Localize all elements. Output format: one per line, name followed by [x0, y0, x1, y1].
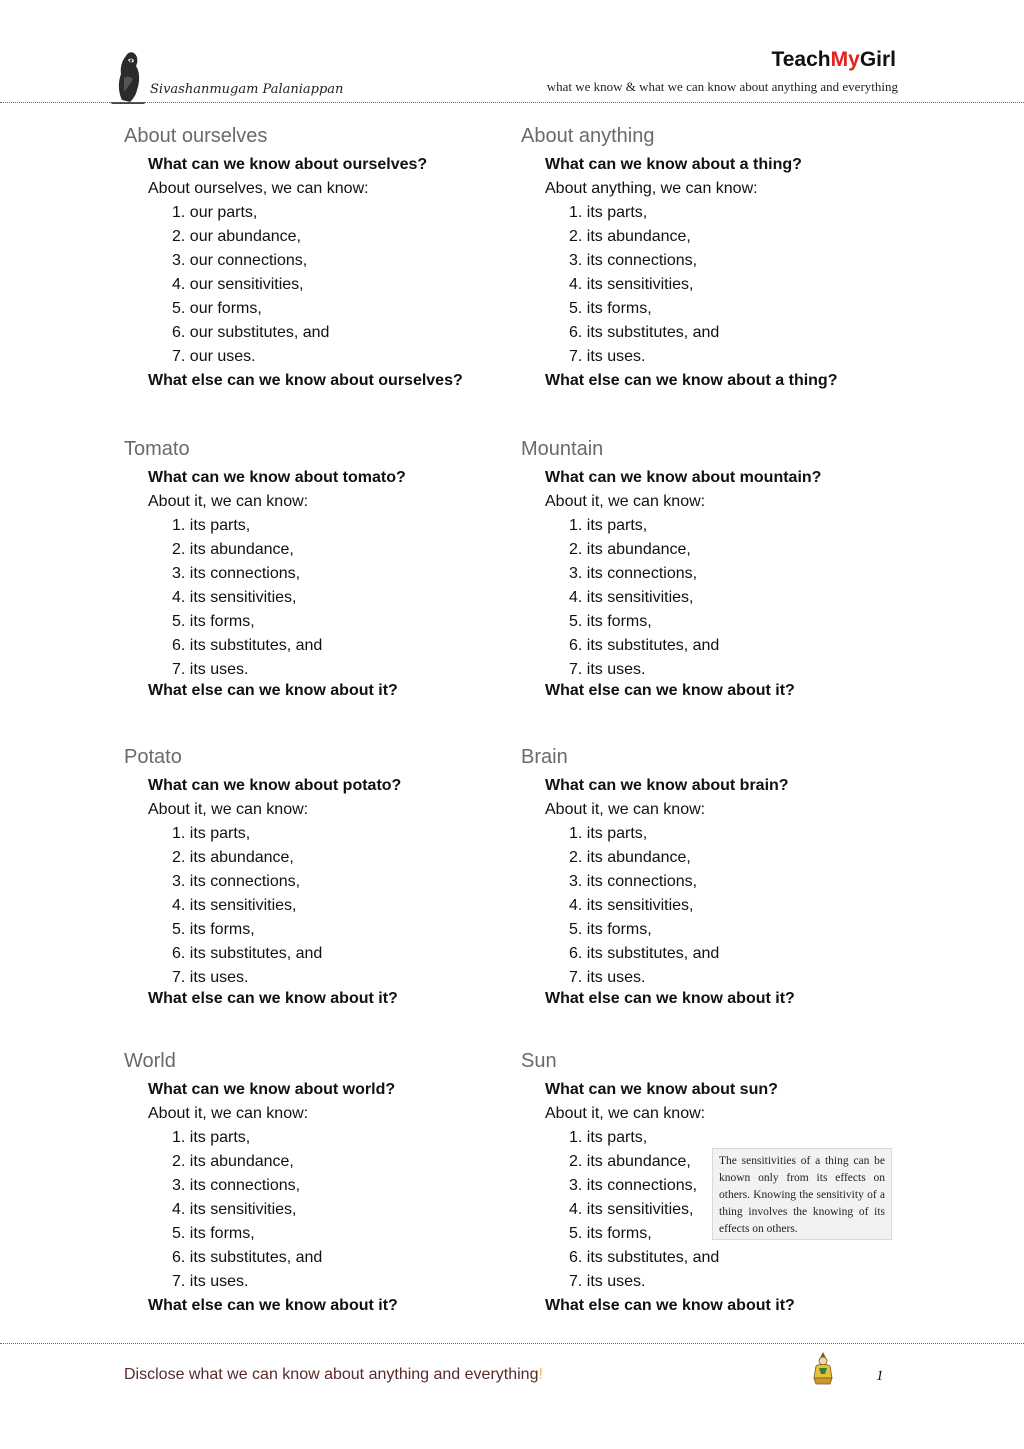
- section-title: Brain: [521, 746, 568, 768]
- list-item: 5. our forms,: [172, 300, 262, 317]
- section-brain: [521, 744, 901, 1008]
- list-item: 4. its sensitivities,: [172, 1201, 297, 1218]
- section-closing-question: What else can we know about it?: [148, 990, 398, 1007]
- list-item: 7. its uses.: [172, 1273, 249, 1290]
- footer-exclaim: !: [538, 1366, 543, 1383]
- list-item: 1. its parts,: [569, 517, 648, 534]
- section-closing-question: What else can we know about it?: [148, 682, 398, 699]
- list-item: 5. its forms,: [569, 613, 652, 630]
- section-title: Sun: [521, 1050, 557, 1072]
- owl-logo-icon: [108, 48, 148, 104]
- footer-divider: [0, 1343, 1024, 1344]
- section-intro: About it, we can know:: [148, 801, 309, 818]
- section-title: Potato: [124, 746, 182, 768]
- list-item: 7. its uses.: [569, 348, 646, 365]
- brand-post: Girl: [859, 48, 896, 71]
- list-item: 2. our abundance,: [172, 228, 301, 245]
- list-item: 7. its uses.: [172, 969, 249, 986]
- section-potato: [124, 744, 504, 1008]
- list-item: 5. its forms,: [172, 613, 255, 630]
- list-item: 6. its substitutes, and: [569, 637, 720, 654]
- section-world: [124, 1048, 504, 1318]
- section-intro: About it, we can know:: [148, 1105, 309, 1122]
- section-mountain: [521, 436, 901, 700]
- section-question: What can we know about sun?: [545, 1081, 778, 1098]
- section-question: What can we know about tomato?: [148, 469, 406, 486]
- list-item: 1. its parts,: [569, 825, 648, 842]
- footer-tagline: [124, 1366, 543, 1384]
- section-closing-question: What else can we know about ourselves?: [148, 372, 463, 389]
- list-item: 1. its parts,: [172, 825, 251, 842]
- page-header: [0, 0, 1024, 104]
- section-intro: About it, we can know:: [545, 1105, 706, 1122]
- list-item: 4. its sensitivities,: [569, 276, 694, 293]
- section-intro: About ourselves, we can know:: [148, 180, 369, 197]
- section-question: What can we know about ourselves?: [148, 156, 428, 173]
- list-item: 7. our uses.: [172, 348, 256, 365]
- list-item: 7. its uses.: [172, 661, 249, 678]
- section-question: What can we know about mountain?: [545, 469, 822, 486]
- list-item: 3. its connections,: [172, 1177, 301, 1194]
- section-title: About ourselves: [124, 125, 268, 147]
- author-name: Sivashanmugam Palaniappan: [150, 82, 344, 97]
- sidenote-sensitivities: The sensitivities of a thing can be known only from its effects on others. Knowing the sensitivity of a thing involves the knowing of its effects on others.: [712, 1148, 892, 1240]
- list-item: 6. its substitutes, and: [172, 637, 323, 654]
- list-item: 1. its parts,: [172, 1129, 251, 1146]
- list-item: 3. its connections,: [569, 873, 698, 890]
- section-question: What can we know about a thing?: [545, 156, 802, 173]
- section-intro: About it, we can know:: [545, 493, 706, 510]
- section-tomato: [124, 436, 504, 700]
- header-divider: [0, 102, 1024, 103]
- section-closing-question: What else can we know about it?: [545, 682, 795, 699]
- list-item: 5. its forms,: [172, 921, 255, 938]
- list-item: 6. its substitutes, and: [569, 324, 720, 341]
- list-item: 4. its sensitivities,: [569, 589, 694, 606]
- section-closing-question: What else can we know about it?: [545, 990, 795, 1007]
- list-item: 5. its forms,: [569, 300, 652, 317]
- list-item: 1. its parts,: [569, 1129, 648, 1146]
- section-title: Mountain: [521, 438, 604, 460]
- list-item: 2. its abundance,: [569, 849, 691, 866]
- list-item: 6. its substitutes, and: [569, 945, 720, 962]
- list-item: 6. its substitutes, and: [172, 1249, 323, 1266]
- list-item: 1. our parts,: [172, 204, 258, 221]
- section-intro: About anything, we can know:: [545, 180, 758, 197]
- list-item: 3. its connections,: [172, 873, 301, 890]
- section-question: What can we know about brain?: [545, 777, 789, 794]
- list-item: 3. our connections,: [172, 252, 308, 269]
- list-item: 2. its abundance,: [172, 1153, 294, 1170]
- section-question: What can we know about world?: [148, 1081, 396, 1098]
- section-closing-question: What else can we know about it?: [148, 1297, 398, 1314]
- section-closing-question: What else can we know about a thing?: [545, 372, 838, 389]
- list-item: 6. its substitutes, and: [172, 945, 323, 962]
- list-item: 4. its sensitivities,: [172, 897, 297, 914]
- list-item: 4. our sensitivities,: [172, 276, 304, 293]
- list-item: 3. its connections,: [569, 565, 698, 582]
- section-intro: About it, we can know:: [148, 493, 309, 510]
- list-item: 4. its sensitivities,: [569, 1201, 694, 1218]
- list-item: 2. its abundance,: [172, 541, 294, 558]
- section-about-ourselves: [124, 123, 504, 393]
- list-item: 2. its abundance,: [569, 541, 691, 558]
- footer-text: Disclose what we can know about anything and everything: [124, 1366, 539, 1383]
- section-title: Tomato: [124, 438, 190, 460]
- section-question: What can we know about potato?: [148, 777, 402, 794]
- section-title: About anything: [521, 125, 655, 147]
- list-item: 3. its connections,: [172, 565, 301, 582]
- list-item: 7. its uses.: [569, 1273, 646, 1290]
- list-item: 3. its connections,: [569, 1177, 698, 1194]
- brand-pre: Teach: [771, 48, 831, 71]
- section-about-anything: [521, 123, 901, 393]
- list-item: 1. its parts,: [172, 517, 251, 534]
- section-title: World: [124, 1050, 176, 1072]
- brand-accent: My: [830, 48, 860, 71]
- figurine-icon: [810, 1350, 836, 1386]
- page-number: 1: [876, 1368, 884, 1384]
- list-item: 6. our substitutes, and: [172, 324, 330, 341]
- list-item: 1. its parts,: [569, 204, 648, 221]
- list-item: 2. its abundance,: [569, 228, 691, 245]
- list-item: 5. its forms,: [569, 1225, 652, 1242]
- list-item: 5. its forms,: [172, 1225, 255, 1242]
- list-item: 2. its abundance,: [569, 1153, 691, 1170]
- list-item: 7. its uses.: [569, 969, 646, 986]
- section-closing-question: What else can we know about it?: [545, 1297, 795, 1314]
- list-item: 4. its sensitivities,: [569, 897, 694, 914]
- tagline: what we know & what we can know about anything and everything: [546, 79, 898, 94]
- list-item: 2. its abundance,: [172, 849, 294, 866]
- list-item: 6. its substitutes, and: [569, 1249, 720, 1266]
- list-item: 5. its forms,: [569, 921, 652, 938]
- list-item: 3. its connections,: [569, 252, 698, 269]
- brand-title: [771, 48, 896, 72]
- section-intro: About it, we can know:: [545, 801, 706, 818]
- list-item: 4. its sensitivities,: [172, 589, 297, 606]
- list-item: 7. its uses.: [569, 661, 646, 678]
